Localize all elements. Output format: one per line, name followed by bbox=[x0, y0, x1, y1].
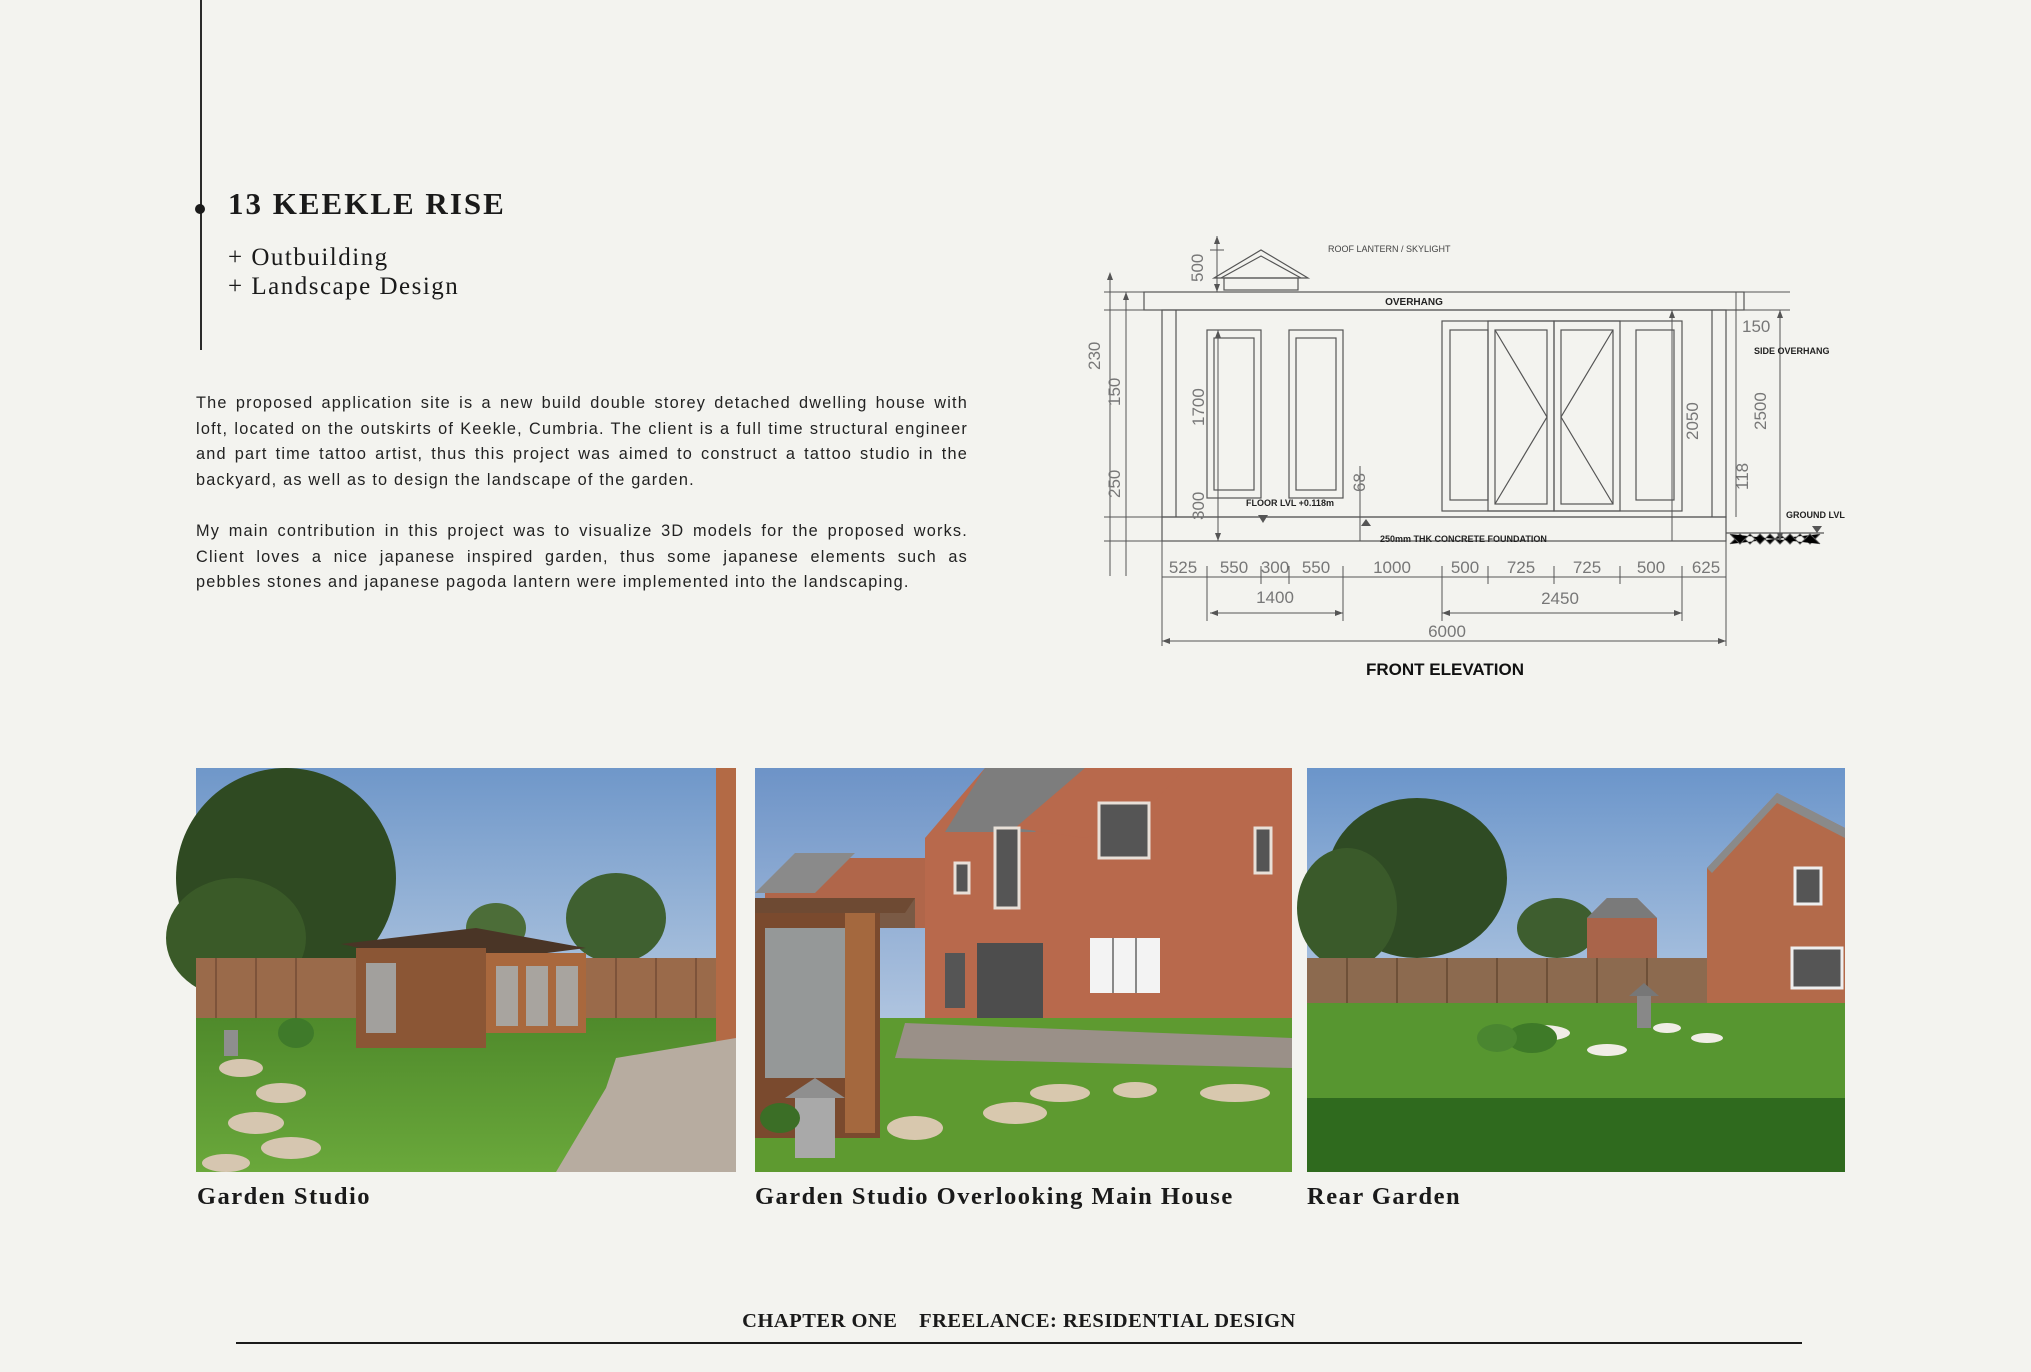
label-overhang: OVERHANG bbox=[1385, 297, 1443, 308]
dim-150-left: 150 bbox=[1105, 377, 1124, 406]
label-floor-level: FLOOR LVL +0.118m bbox=[1246, 498, 1334, 508]
description-paragraph-1: The proposed application site is a new build double storey detached dwelling house with loft, located on the outskirts of Keekle, Cumbria. The client is a full time structural engineer and part time tattoo artist, thus this project was aimed to construct a tattoo studio in the backyard, as well as to design the landscape of the garden. bbox=[196, 394, 968, 490]
dim-230: 230 bbox=[1085, 341, 1104, 370]
footer-chapter: CHAPTER ONE bbox=[742, 1310, 898, 1332]
vertical-rule bbox=[200, 0, 202, 350]
label-foundation: 250mm THK CONCRETE FOUNDATION bbox=[1380, 534, 1547, 544]
drawing-title: FRONT ELEVATION bbox=[1365, 660, 1525, 679]
dim-2500: 2500 bbox=[1751, 392, 1770, 430]
description-paragraph-2: My main contribution in this project was to visualize 3D models for the proposed works. Client loves a nice japanese inspired garden, thus some japanese elements such as pebbles stones and japanese pagoda lantern were implemented into the landscaping. bbox=[196, 522, 968, 592]
dim-500-b: 500 bbox=[1636, 558, 1666, 577]
dim-550-b: 550 bbox=[1301, 558, 1331, 577]
dim-1700: 1700 bbox=[1189, 388, 1208, 426]
dim-725-b: 725 bbox=[1572, 558, 1602, 577]
dim-2050: 2050 bbox=[1683, 402, 1702, 440]
project-subtitle-landscape: + Landscape Design bbox=[228, 273, 460, 300]
footer-rule bbox=[236, 1342, 1802, 1344]
dim-6000: 6000 bbox=[1428, 622, 1466, 641]
caption-studio-overlooking-house: Garden Studio Overlooking Main House bbox=[755, 1183, 1234, 1210]
page-footer bbox=[236, 1310, 1802, 1333]
caption-rear-garden: Rear Garden bbox=[1307, 1183, 1462, 1210]
dim-500-a: 500 bbox=[1450, 558, 1480, 577]
dim-68: 68 bbox=[1350, 473, 1369, 492]
bullet-dot bbox=[195, 204, 205, 214]
dim-550-a: 550 bbox=[1219, 558, 1249, 577]
dim-500: 500 bbox=[1188, 253, 1207, 282]
label-ground-level: GROUND LVL bbox=[1786, 510, 1845, 520]
dim-300-h: 300 bbox=[1260, 558, 1290, 577]
dim-725-a: 725 bbox=[1506, 558, 1536, 577]
dim-625: 625 bbox=[1691, 558, 1721, 577]
dim-2450: 2450 bbox=[1541, 589, 1579, 608]
dim-300-v: 300 bbox=[1189, 491, 1208, 520]
project-title: 13 KEEKLE RISE bbox=[228, 186, 506, 221]
caption-garden-studio: Garden Studio bbox=[197, 1183, 372, 1210]
front-elevation-drawing bbox=[1085, 236, 1850, 686]
label-roof-lantern: ROOF LANTERN / SKYLIGHT bbox=[1328, 244, 1451, 254]
dim-118: 118 bbox=[1733, 462, 1752, 490]
dim-150-right: 150 bbox=[1742, 317, 1771, 336]
photo-garden-studio bbox=[196, 768, 736, 1172]
photo-studio-overlooking-house bbox=[755, 768, 1292, 1172]
label-side-overhang: SIDE OVERHANG bbox=[1754, 346, 1830, 356]
photo-rear-garden bbox=[1307, 768, 1845, 1172]
footer-section: FREELANCE: RESIDENTIAL DESIGN bbox=[919, 1310, 1296, 1332]
dim-1000: 1000 bbox=[1373, 558, 1411, 577]
dim-525: 525 bbox=[1168, 558, 1198, 577]
dim-250: 250 bbox=[1105, 469, 1124, 498]
dim-1400: 1400 bbox=[1256, 588, 1294, 607]
project-subtitle-outbuilding: + Outbuilding bbox=[228, 244, 389, 271]
